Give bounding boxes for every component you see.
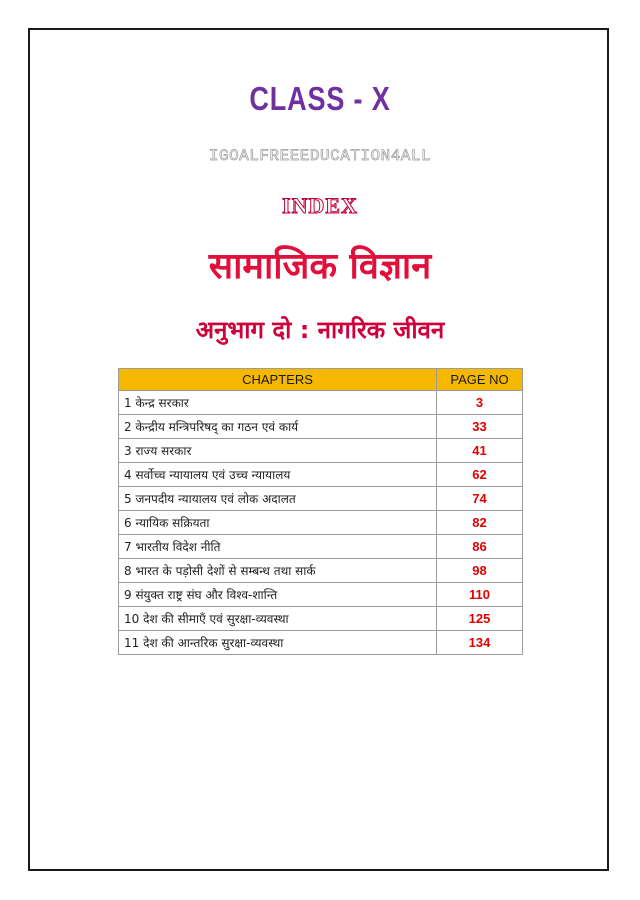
table-row [119, 607, 523, 631]
chapter-title: 9 संयुक्त राष्ट्र संघ और विश्व-शान्ति [119, 583, 437, 607]
page-number: 110 [437, 583, 523, 607]
table-row [119, 487, 523, 511]
index-heading: INDEX [282, 193, 358, 218]
page-number: 134 [437, 631, 523, 655]
table-row [119, 511, 523, 535]
table-row [119, 559, 523, 583]
page-number: 62 [437, 463, 523, 487]
page-number: 86 [437, 535, 523, 559]
table-row [119, 631, 523, 655]
chapters-column-header: CHAPTERS [119, 369, 437, 391]
page-number: 41 [437, 439, 523, 463]
table-header-row [119, 369, 523, 391]
page-number: 33 [437, 415, 523, 439]
page-number: 125 [437, 607, 523, 631]
table-row [119, 583, 523, 607]
chapter-title: 1 केन्द्र सरकार [119, 391, 437, 415]
chapter-title: 11 देश की आन्तरिक सुरक्षा-व्यवस्था [119, 631, 437, 655]
chapter-title: 5 जनपदीय न्यायालय एवं लोक अदालत [119, 487, 437, 511]
class-title: CLASS - X [249, 80, 391, 117]
page-number: 3 [437, 391, 523, 415]
page-number: 98 [437, 559, 523, 583]
chapter-title: 6 न्यायिक सक्रियता [119, 511, 437, 535]
table-row [119, 415, 523, 439]
table-row [119, 463, 523, 487]
chapter-title: 2 केन्द्रीय मन्त्रिपरिषद् का गठन एवं कार्य [119, 415, 437, 439]
page-no-column-header: PAGE NO [437, 369, 523, 391]
table-row [119, 391, 523, 415]
table-row [119, 535, 523, 559]
chapter-title: 10 देश की सीमाएँ एवं सुरक्षा-व्यवस्था [119, 607, 437, 631]
page-number: 74 [437, 487, 523, 511]
chapter-title: 3 राज्य सरकार [119, 439, 437, 463]
chapter-title: 4 सर्वोच्च न्यायालय एवं उच्च न्यायालय [119, 463, 437, 487]
chapter-title: 7 भारतीय विदेश नीति [119, 535, 437, 559]
watermark-text: IGOALFREEEDUCATION4ALL [208, 147, 432, 165]
chapter-title: 8 भारत के पड़ोसी देशों से सम्बन्ध तथा सार्क [119, 559, 437, 583]
table-row [119, 439, 523, 463]
subject-title: सामाजिक विज्ञान [208, 246, 432, 287]
index-table [118, 368, 523, 655]
page-number: 82 [437, 511, 523, 535]
section-title: अनुभाग दो : नागरिक जीवन [195, 316, 445, 344]
